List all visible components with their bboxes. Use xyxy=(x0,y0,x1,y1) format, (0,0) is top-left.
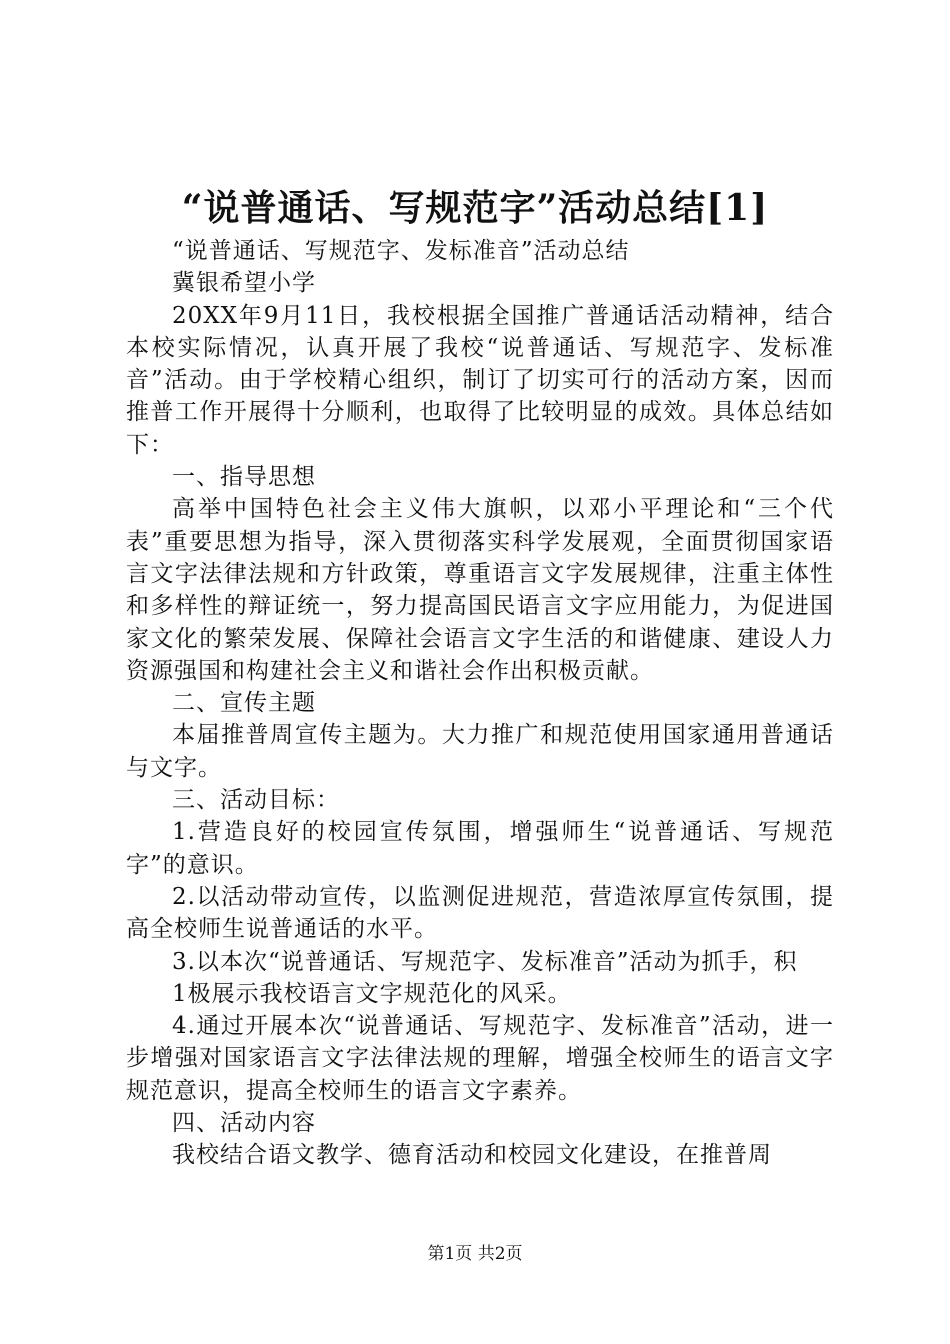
section-heading-theme: 二、宣传主题 xyxy=(172,690,316,717)
section-heading-guiding-ideology: 一、指导思想 xyxy=(172,464,316,491)
goal-item-2: 2.以活动带动宣传，以监测促进规范，营造浓厚宣传氛围，提高全校师生说普通话的水平。 xyxy=(126,883,834,943)
section-heading-goals: 三、活动目标： xyxy=(172,787,340,814)
goal-item-3: 3.以本次“说普通话、写规范字、发标准音”活动为抓手，积 xyxy=(172,948,798,975)
goal-item-1: 1.营造良好的校园宣传氛围，增强师生“说普通话、写规范字”的意识。 xyxy=(126,819,834,878)
goal-item-3-continued: 1极展示我校语言文字规范化的风采。 xyxy=(172,980,572,1007)
page-number-footer: 第1页 共2页 xyxy=(427,1244,523,1264)
subtitle: “说普通话、写规范字、发标准音”活动总结 xyxy=(172,238,630,264)
paragraph-activities: 我校结合语文教学、德育活动和校园文化建设，在推普周 xyxy=(172,1142,772,1169)
document-body xyxy=(126,235,834,1172)
school-name: 冀银希望小学 xyxy=(172,270,316,297)
section-heading-activities: 四、活动内容 xyxy=(172,1110,316,1137)
document-title: “说普通话、写规范字”活动总结[1] xyxy=(181,187,769,229)
paragraph-intro: 20XX年9月11日，我校根据全国推广普通话活动精神，结合本校实际情况，认真开展了我校“说普通话、写规范字、发标准音”活动。由于学校精心组织，制订了切实可行的活动方案，因而推普工作开展得十分顺利，也取得了比较明显的成效。具体总结如下： xyxy=(126,302,834,458)
paragraph-guiding-ideology: 高举中国特色社会主义伟大旗帜，以邓小平理论和“三个代表”重要思想为指导，深入贯彻落实科学发展观，全面贯彻国家语言文字法律法规和方针政策，尊重语言文字发展规律，注重主体性和多样性的辩证统一，努力提高国民语言文字应用能力，为促进国家文化的繁荣发展、保障社会语言文字生活的和谐健康、建设人力资源强国和构建社会主义和谐社会作出积极贡献。 xyxy=(126,496,834,684)
paragraph-theme: 本届推普周宣传主题为。大力推广和规范使用国家通用普通话与文字。 xyxy=(126,722,834,781)
goal-item-4: 4.通过开展本次“说普通话、写规范字、发标准音”活动，进一步增强对国家语言文字法律法规的理解，增强全校师生的语言文字规范意识，提高全校师生的语言文字素养。 xyxy=(126,1013,834,1104)
